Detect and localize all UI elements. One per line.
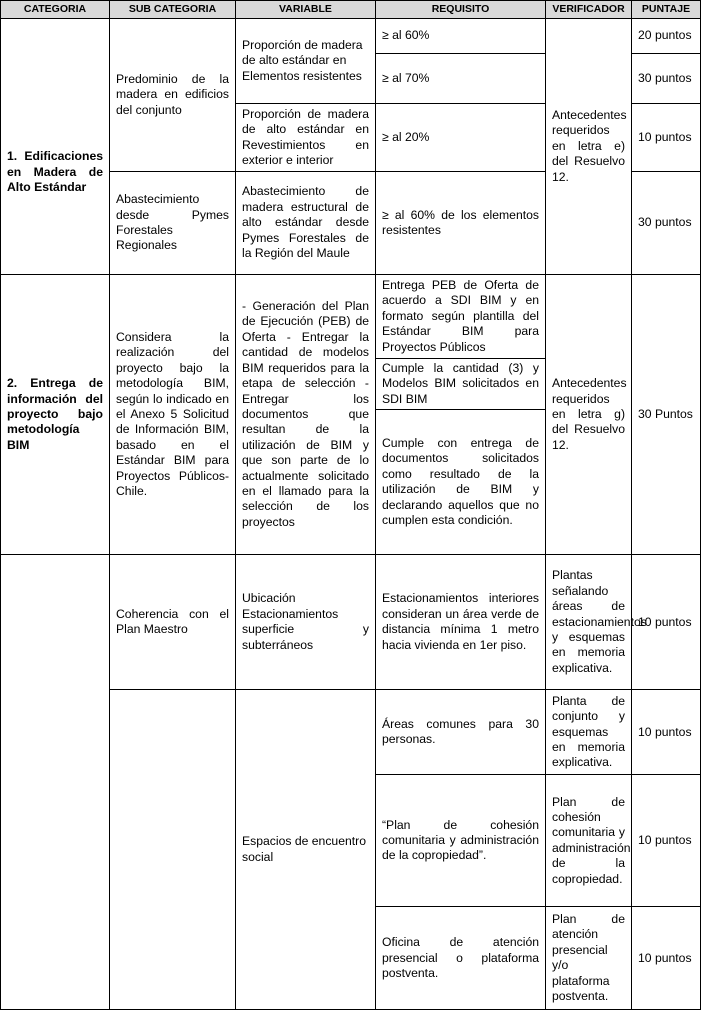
category-2: 2. Entrega de información del proyecto bajo metodología BIM xyxy=(1,275,110,555)
points-1a: 20 puntos xyxy=(632,19,701,54)
subcategory-1a: Predominio de la madera en edificios del conjunto xyxy=(110,19,236,172)
variable-1b: Proporción de madera de alto estándar en Revestimientos en exterior e interior xyxy=(236,104,376,172)
requirement-2b: Cumple la cantidad (3) y Modelos BIM solicitados en SDI BIM xyxy=(376,359,546,410)
subcategory-2: Considera la realización del proyecto bajo la metodología BIM, según lo indicado en el Anexo 5 Solicitud de Información BIM, basado en el Estándar BIM para Proyectos Públicos-Chile. xyxy=(110,275,236,555)
table-row xyxy=(1,555,701,690)
header-categoria: CATEGORIA xyxy=(1,1,110,19)
subcategory-3a: Coherencia con el Plan Maestro xyxy=(110,555,236,690)
table-row xyxy=(1,19,701,54)
requirement-3c: “Plan de cohesión comunitaria y administración de la copropiedad”. xyxy=(376,775,546,907)
header-sub-categoria: SUB CATEGORIA xyxy=(110,1,236,19)
category-1: 1. Edificaciones en Madera de Alto Estándar xyxy=(1,19,110,275)
verifier-3a: Plantas señalando áreas de estacionamientos y esquemas en memoria explicativa. xyxy=(546,555,632,690)
table-row xyxy=(1,275,701,359)
requirement-1a: ≥ al 60% xyxy=(376,19,546,54)
points-1c: 10 puntos xyxy=(632,104,701,172)
requirement-1b: ≥ al 70% xyxy=(376,54,546,104)
subcategory-1b: Abastecimiento desde Pymes Forestales Regionales xyxy=(110,172,236,275)
header-verificador: VERIFICADOR xyxy=(546,1,632,19)
requirement-1c: ≥ al 20% xyxy=(376,104,546,172)
header-puntaje: PUNTAJE xyxy=(632,1,701,19)
verifier-3d: Plan de atención presencial y/o plataforma postventa. xyxy=(546,907,632,1010)
requirement-3d: Oficina de atención presencial o plataforma postventa. xyxy=(376,907,546,1010)
points-3c: 10 puntos xyxy=(632,775,701,907)
requirement-3b: Áreas comunes para 30 personas. xyxy=(376,690,546,775)
points-1b: 30 puntos xyxy=(632,54,701,104)
requirement-2c: Cumple con entrega de documentos solicitados como resultado de la utilización de BIM y declarando aquellos que no cumplen esta condición. xyxy=(376,410,546,555)
variable-1c: Abastecimiento de madera estructural de alto estándar desde Pymes Forestales de la Región del Maule xyxy=(236,172,376,275)
header-row xyxy=(1,1,701,19)
variable-1a: Proporción de madera de alto estándar en Elementos resistentes xyxy=(236,19,376,104)
variable-3b: Espacios de encuentro social xyxy=(236,690,376,1010)
verifier-1: Antecedentes requeridos en letra e) del Resuelvo 12. xyxy=(546,19,632,275)
verifier-3c: Plan de cohesión comunitaria y administración de la copropiedad. xyxy=(546,775,632,907)
requirement-1d: ≥ al 60% de los elementos resistentes xyxy=(376,172,546,275)
verifier-3b: Planta de conjunto y esquemas en memoria explicativa. xyxy=(546,690,632,775)
header-variable: VARIABLE xyxy=(236,1,376,19)
points-2: 30 Puntos xyxy=(632,275,701,555)
header-requisito: REQUISITO xyxy=(376,1,546,19)
requirement-3a: Estacionamientos interiores consideran un área verde de distancia mínima 1 metro hacia vivienda en 1er piso. xyxy=(376,555,546,690)
variable-2: - Generación del Plan de Ejecución (PEB) de Oferta - Entregar la cantidad de modelos BIM requeridos para la etapa de selección - Entregar los documentos que resultan de la utilización de BIM y que son parte de lo actualmente solicitado en el llamado para la selección de los proyectos xyxy=(236,275,376,555)
points-1d: 30 puntos xyxy=(632,172,701,275)
points-3d: 10 puntos xyxy=(632,907,701,1010)
variable-3a: Ubicación Estacionamientos superficie y subterráneos xyxy=(236,555,376,690)
points-3a: 10 puntos xyxy=(632,555,701,690)
subcategory-3b xyxy=(110,690,236,1010)
category-3 xyxy=(1,555,110,1010)
requirement-2a: Entrega PEB de Oferta de acuerdo a SDI BIM y en formato según plantilla del Estándar BIM para Proyectos Públicos xyxy=(376,275,546,359)
verifier-2: Antecedentes requeridos en letra g) del Resuelvo 12. xyxy=(546,275,632,555)
points-3b: 10 puntos xyxy=(632,690,701,775)
